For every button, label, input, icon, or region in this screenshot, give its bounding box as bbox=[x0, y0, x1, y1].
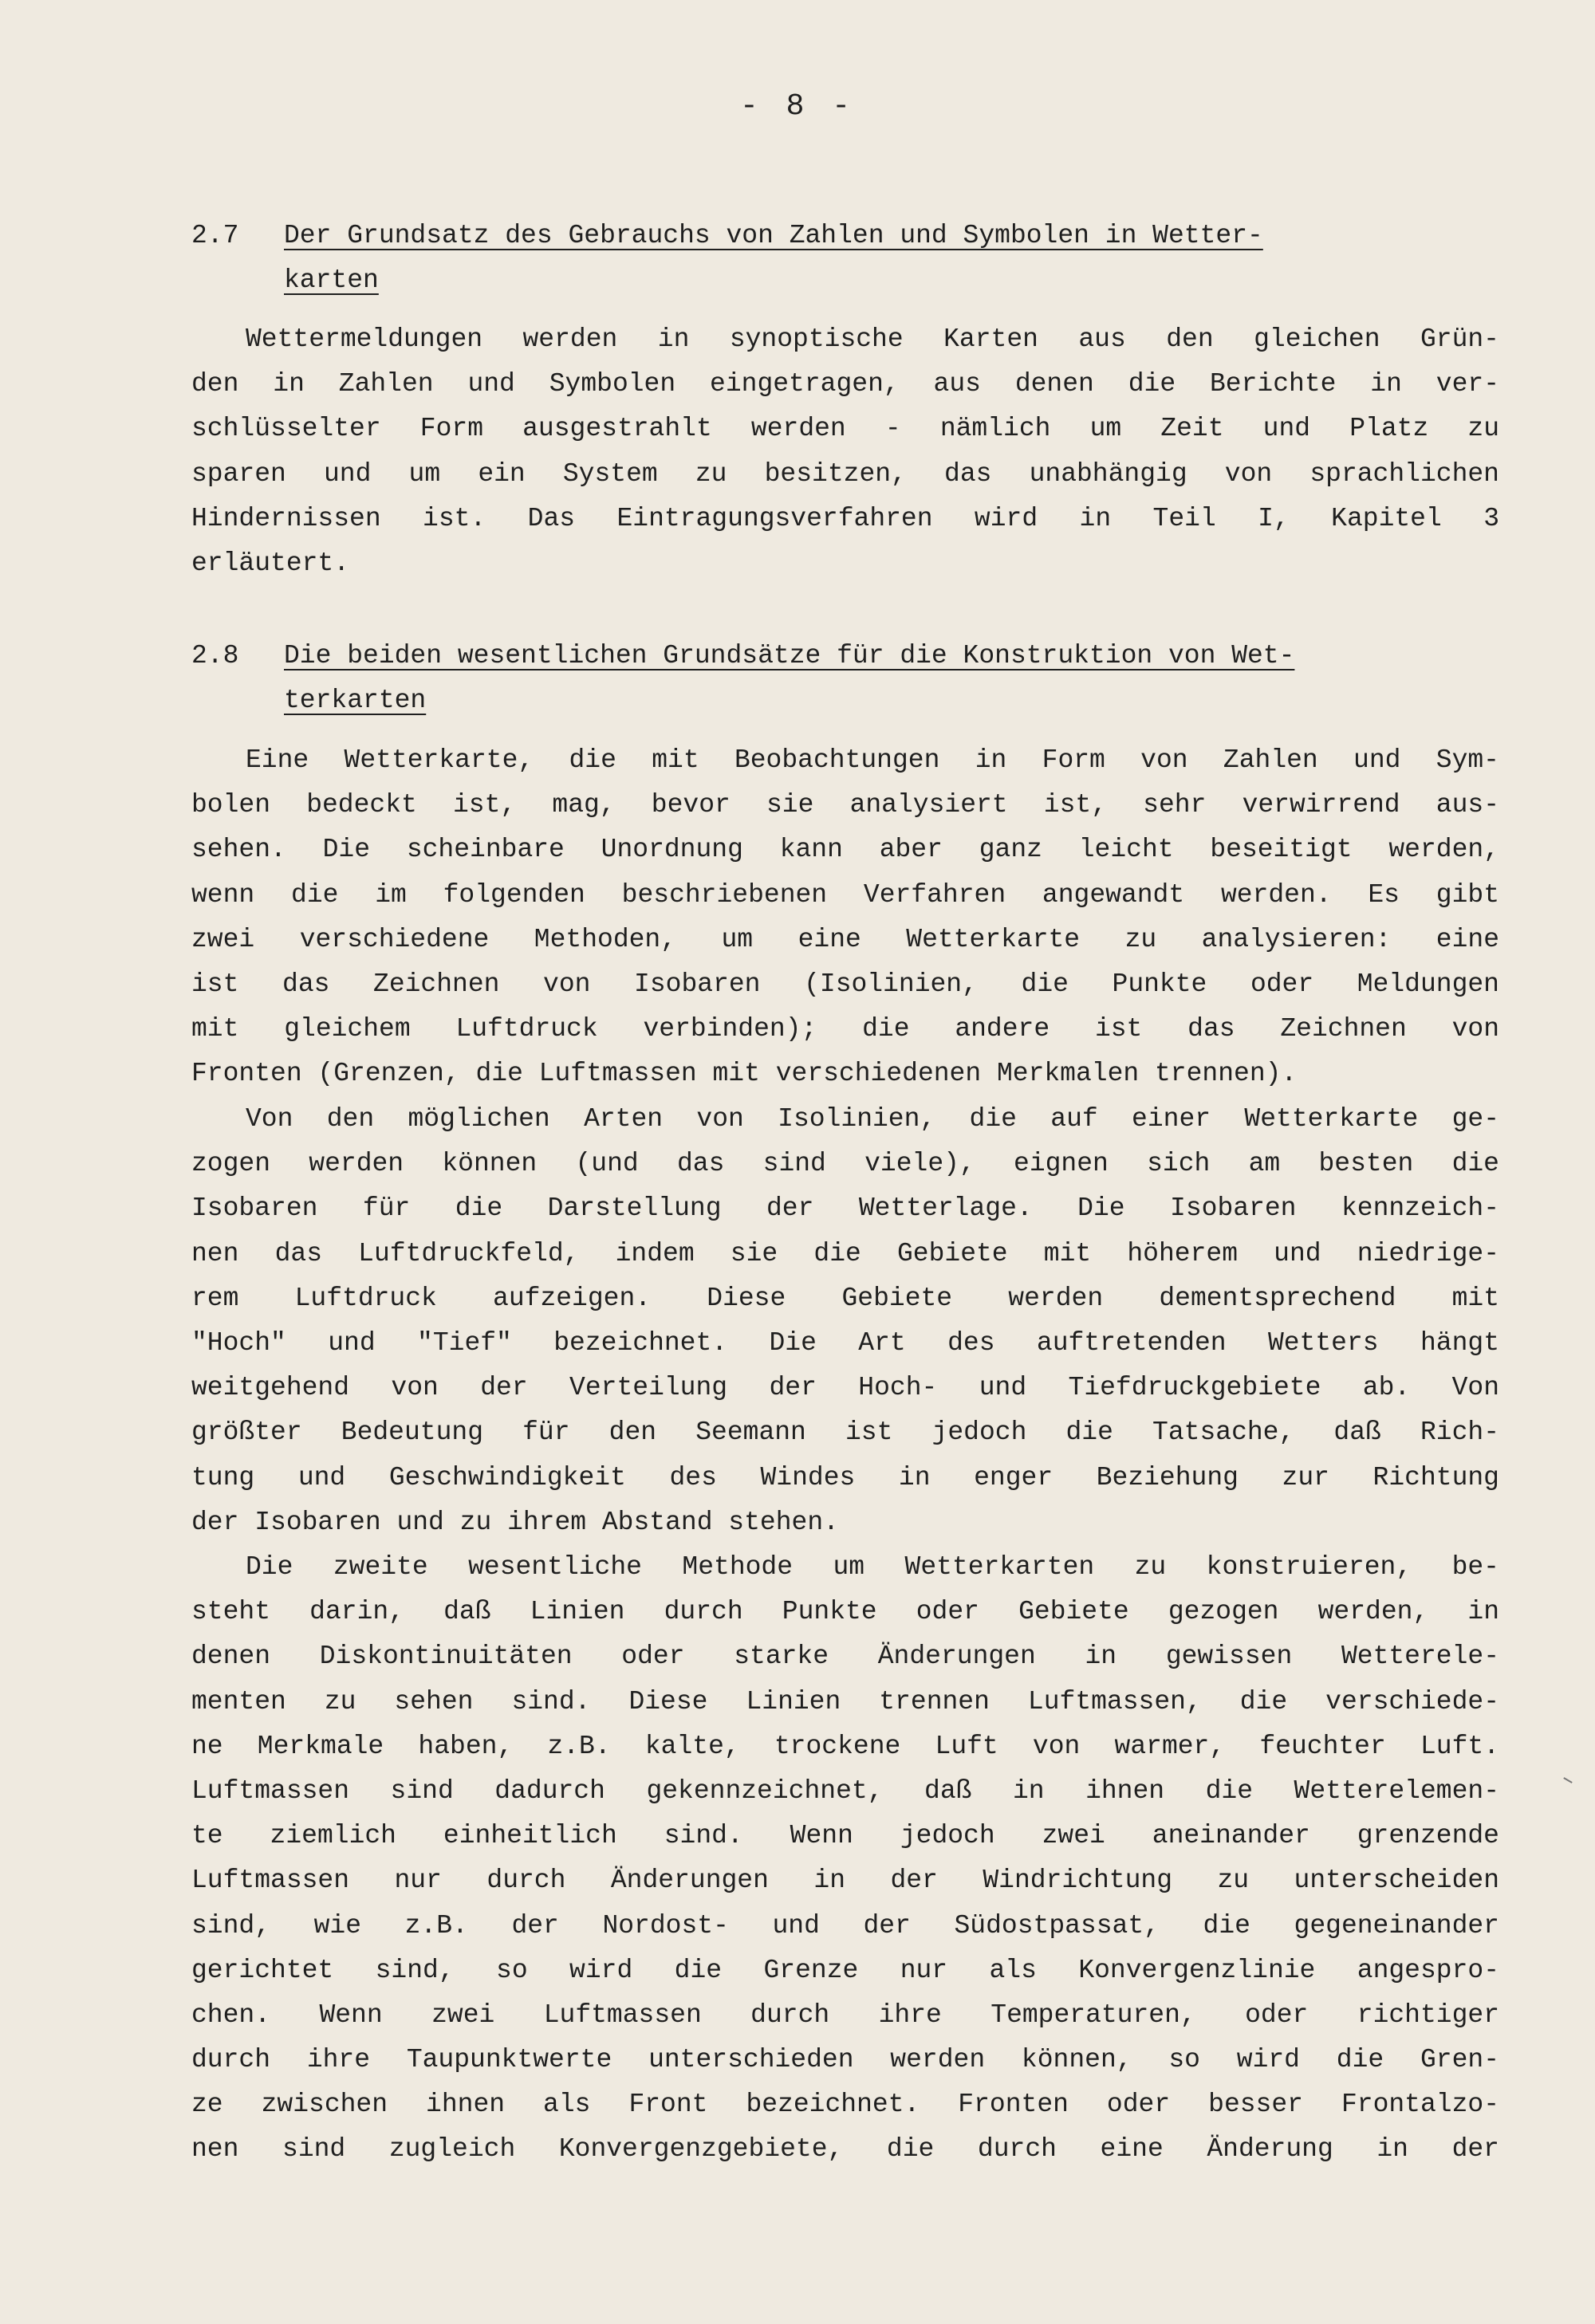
text-line: weitgehend von der Verteilung der Hoch- und Tiefdruckgebiete ab. Von bbox=[191, 1373, 1499, 1403]
text-line: nen das Luftdruckfeld, indem sie die Gebiete mit höherem und niedrige- bbox=[191, 1238, 1499, 1268]
text-line: ist das Zeichnen von Isobaren (Isolinien, die Punkte oder Meldungen bbox=[191, 969, 1499, 999]
text-line: Hindernissen ist. Das Eintragungsverfahren wird in Teil I, Kapitel 3 bbox=[191, 503, 1499, 533]
text-line: den in Zahlen und Symbolen eingetragen, aus denen die Berichte in ver- bbox=[191, 369, 1499, 399]
text-line: Luftmassen sind dadurch gekennzeichnet, daß in ihnen die Wetterelemen- bbox=[191, 1775, 1499, 1806]
paragraph-2-7-1 bbox=[191, 317, 1499, 586]
text-line: menten zu sehen sind. Diese Linien trennen Luftmassen, die verschiede- bbox=[191, 1686, 1499, 1716]
text-line: tung und Geschwindigkeit des Windes in enger Beziehung zur Richtung bbox=[191, 1462, 1499, 1492]
text-line: Eine Wetterkarte, die mit Beobachtungen in Form von Zahlen und Sym- bbox=[246, 745, 1499, 775]
text-line: durch ihre Taupunktwerte unterschieden werden können, so wird die Gren- bbox=[191, 2045, 1499, 2075]
text-line: denen Diskontinuitäten oder starke Änderungen in gewissen Wetterele- bbox=[191, 1642, 1499, 1672]
margin-pencil-mark bbox=[1563, 1777, 1572, 1783]
text-line: der Isobaren und zu ihrem Abstand stehen. bbox=[191, 1507, 839, 1537]
text-line: steht darin, daß Linien durch Punkte oder Gebiete gezogen werden, in bbox=[191, 1597, 1499, 1627]
text-line: nen sind zugleich Konvergenzgebiete, die durch eine Änderung in der bbox=[191, 2134, 1499, 2165]
text-line: sehen. Die scheinbare Unordnung kann aber ganz leicht beseitigt werden, bbox=[191, 835, 1499, 865]
text-line: größter Bedeutung für den Seemann ist jedoch die Tatsache, daß Rich- bbox=[191, 1418, 1499, 1448]
text-line: te ziemlich einheitlich sind. Wenn jedoch zwei aneinander grenzende bbox=[191, 1821, 1499, 1851]
text-line: Fronten (Grenzen, die Luftmassen mit verschiedenen Merkmalen trennen). bbox=[191, 1059, 1298, 1089]
section-heading-2-7 bbox=[191, 214, 1499, 303]
section-title: Die beiden wesentlichen Grundsätze für die Konstruktion von Wet- terkarten bbox=[284, 641, 1295, 715]
paragraph-2-8-2 bbox=[191, 1097, 1499, 1545]
paragraph-2-8-3 bbox=[191, 1545, 1499, 2173]
text-line: erläutert. bbox=[191, 548, 350, 578]
section-title: Der Grundsatz des Gebrauchs von Zahlen und Symbolen in Wetter- karten bbox=[284, 221, 1263, 295]
text-line: sind, wie z.B. der Nordost- und der Südostpassat, die gegeneinander bbox=[191, 1910, 1499, 1941]
section-heading-2-8 bbox=[191, 634, 1499, 723]
text-line: "Hoch" und "Tief" bezeichnet. Die Art des auftretenden Wetters hängt bbox=[191, 1327, 1499, 1358]
section-number: 2.7 bbox=[191, 221, 239, 250]
text-line: chen. Wenn zwei Luftmassen durch ihre Temperaturen, oder richtiger bbox=[191, 2000, 1499, 2030]
text-line: Von den möglichen Arten von Isolinien, die auf einer Wetterkarte ge- bbox=[246, 1104, 1499, 1134]
text-line: zogen werden können (und das sind viele), eignen sich am besten die bbox=[191, 1149, 1499, 1179]
text-line: ne Merkmale haben, z.B. kalte, trockene Luft von warmer, feuchter Luft. bbox=[191, 1731, 1499, 1761]
text-line: rem Luftdruck aufzeigen. Diese Gebiete werden dementsprechend mit bbox=[191, 1283, 1499, 1313]
text-line: sparen und um ein System zu besitzen, das unabhängig von sprachlichen bbox=[191, 458, 1499, 489]
text-line: schlüsselter Form ausgestrahlt werden - nämlich um Zeit und Platz zu bbox=[191, 414, 1499, 444]
text-line: mit gleichem Luftdruck verbinden); die andere ist das Zeichnen von bbox=[191, 1014, 1499, 1044]
text-line: wenn die im folgenden beschriebenen Verfahren angewandt werden. Es gibt bbox=[191, 879, 1499, 910]
section-number: 2.8 bbox=[191, 641, 239, 670]
page-number: - 8 - bbox=[739, 89, 856, 124]
text-line: Die zweite wesentliche Methode um Wetterkarten zu konstruieren, be- bbox=[246, 1552, 1499, 1582]
text-line: ze zwischen ihnen als Front bezeichnet. Fronten oder besser Frontalzo- bbox=[191, 2090, 1499, 2120]
text-line: Luftmassen nur durch Änderungen in der Windrichtung zu unterscheiden bbox=[191, 1866, 1499, 1896]
text-line: zwei verschiedene Methoden, um eine Wetterkarte zu analysieren: eine bbox=[191, 924, 1499, 954]
paragraph-2-8-1 bbox=[191, 738, 1499, 1097]
text-line: bolen bedeckt ist, mag, bevor sie analysiert ist, sehr verwirrend aus- bbox=[191, 790, 1499, 820]
text-line: gerichtet sind, so wird die Grenze nur als Konvergenzlinie angespro- bbox=[191, 1955, 1499, 1985]
text-line: Wettermeldungen werden in synoptische Karten aus den gleichen Grün- bbox=[246, 324, 1499, 354]
text-line: Isobaren für die Darstellung der Wetterlage. Die Isobaren kennzeich- bbox=[191, 1193, 1499, 1224]
